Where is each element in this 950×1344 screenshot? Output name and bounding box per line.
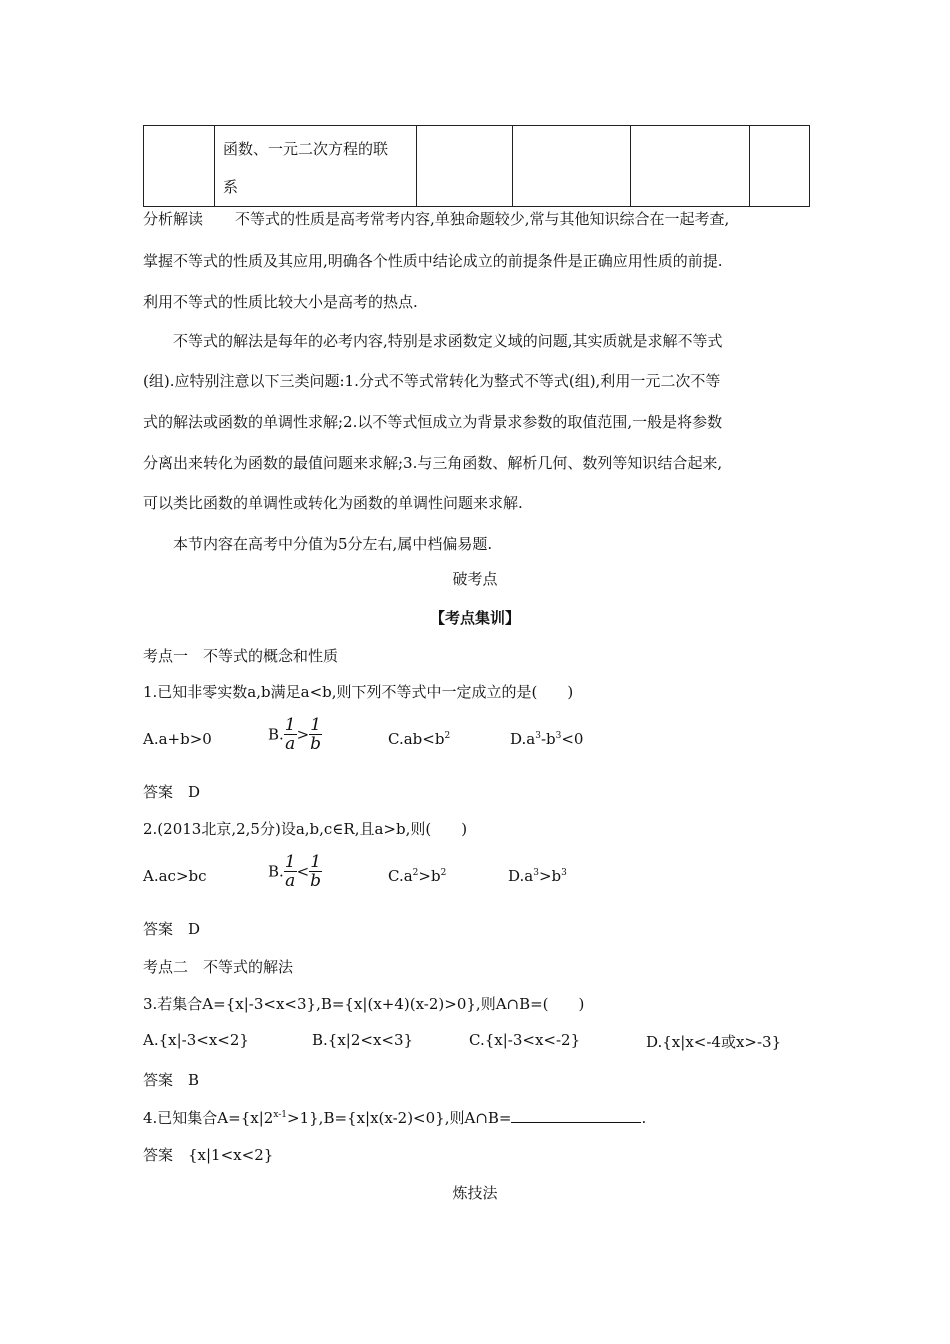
stem-text: 4.已知集合A={x|2 bbox=[143, 1109, 274, 1127]
analysis-line-2: 掌握不等式的性质及其应用,明确各个性质中结论成立的前提条件是正确应用性质的前提. bbox=[143, 252, 723, 270]
q1-option-a: A.a+b>0 bbox=[143, 730, 212, 748]
q3-option-d: D.{x|x<-4或x>-3} bbox=[646, 1033, 782, 1051]
knowledge-point-2: 考点二 不等式的解法 bbox=[143, 958, 294, 976]
table-cell bbox=[513, 126, 631, 207]
q2-option-c bbox=[388, 867, 446, 885]
q2-option-d bbox=[508, 867, 567, 885]
analysis-text: 不等式的性质是高考常考内容,单独命题较少,常与其他知识综合在一起考查, bbox=[235, 210, 730, 228]
numerator: 1 bbox=[310, 715, 322, 735]
option-text: <0 bbox=[561, 730, 584, 748]
stem-text: . bbox=[641, 1109, 647, 1127]
table-cell bbox=[144, 126, 215, 207]
denominator: a bbox=[285, 734, 296, 754]
q1-option-b bbox=[268, 716, 322, 753]
table-cell bbox=[750, 126, 810, 207]
knowledge-point-1: 考点一 不等式的概念和性质 bbox=[143, 647, 339, 665]
table-row bbox=[144, 126, 810, 207]
cell-text-line: 系 bbox=[223, 178, 239, 196]
q1-option-d bbox=[510, 730, 583, 748]
exponent: 2 bbox=[412, 868, 419, 878]
numerator: 1 bbox=[284, 852, 296, 872]
paragraph2-line-4: 分离出来转化为函数的最值问题来求解;3.与三角函数、解析几何、数列等知识结合起来, bbox=[143, 454, 723, 472]
option-label: B. bbox=[268, 725, 284, 744]
q3-option-a: A.{x|-3<x<2} bbox=[143, 1031, 249, 1049]
operator: < bbox=[296, 862, 310, 881]
paragraph2-line-3: 式的解法或函数的单调性求解;2.以不等式恒成立为背景求参数的取值范围,一般是将参数 bbox=[143, 413, 723, 431]
option-text: C.ab<b bbox=[388, 730, 445, 748]
fraction bbox=[309, 853, 322, 890]
question-2-answer: 答案 D bbox=[143, 920, 201, 938]
q2-option-a: A.ac>bc bbox=[143, 867, 207, 885]
paragraph3: 本节内容在高考中分值为5分左右,属中档偏易题. bbox=[173, 535, 493, 553]
q3-option-b: B.{x|2<x<3} bbox=[312, 1031, 414, 1049]
question-1-answer: 答案 D bbox=[143, 783, 201, 801]
fraction bbox=[309, 716, 322, 753]
exponent: 3 bbox=[535, 731, 541, 741]
question-2-stem: 2.(2013北京,2,5分)设a,b,c∈R,且a>b,则( ) bbox=[143, 820, 468, 838]
analysis-line-1 bbox=[143, 208, 729, 229]
q2-option-b bbox=[268, 853, 322, 890]
denominator: a bbox=[285, 871, 296, 891]
q3-option-c: C.{x|-3<x<-2} bbox=[469, 1031, 581, 1049]
operator: > bbox=[296, 725, 310, 744]
denominator: b bbox=[310, 734, 322, 754]
option-text: >b bbox=[418, 867, 441, 885]
fraction bbox=[284, 853, 297, 890]
exponent: 3 bbox=[533, 868, 539, 878]
table-cell-content bbox=[215, 126, 417, 207]
option-text: D.a bbox=[510, 730, 536, 748]
option-text: C.a bbox=[388, 867, 413, 885]
paragraph2-line-5: 可以类比函数的单调性或转化为函数的单调性问题来求解. bbox=[143, 494, 523, 512]
answer-blank bbox=[511, 1108, 641, 1123]
criteria-table-fragment bbox=[143, 125, 810, 207]
paragraph2-line-2: (组).应特别注意以下三类问题:1.分式不等式常转化为整式不等式(组),利用一元二次不等 bbox=[143, 372, 721, 390]
q1-option-c bbox=[388, 730, 450, 748]
option-text: >b bbox=[538, 867, 562, 885]
analysis-line-3: 利用不等式的性质比较大小是高考的热点. bbox=[143, 293, 418, 311]
section-title-lian-ji-fa: 炼技法 bbox=[452, 1184, 498, 1202]
question-3-stem: 3.若集合A={x|-3<x<3},B={x|(x+4)(x-2)>0},则A∩B=( ) bbox=[143, 995, 585, 1013]
analysis-label: 分析解读 bbox=[143, 210, 204, 228]
numerator: 1 bbox=[284, 715, 296, 735]
fraction bbox=[284, 716, 297, 753]
denominator: b bbox=[310, 871, 322, 891]
stem-text: >1},B={x|x(x-2)<0},则A∩B= bbox=[287, 1109, 512, 1127]
section-title-po-kao-dian: 破考点 bbox=[452, 570, 498, 588]
question-3-answer: 答案 B bbox=[143, 1071, 200, 1089]
question-1-stem: 1.已知非零实数a,b满足a<b,则下列不等式中一定成立的是( ) bbox=[143, 683, 574, 701]
paragraph2-line-1: 不等式的解法是每年的必考内容,特别是求函数定义域的问题,其实质就是求解不等式 bbox=[173, 332, 723, 350]
option-text: -b bbox=[540, 730, 556, 748]
exponent: 3 bbox=[555, 731, 562, 741]
table-cell bbox=[417, 126, 513, 207]
question-4-stem bbox=[143, 1107, 646, 1128]
cell-text-line: 函数、一元二次方程的联 bbox=[223, 140, 389, 158]
section-subtitle: 【考点集训】 bbox=[429, 609, 520, 627]
question-4-answer: 答案 {x|1<x<2} bbox=[143, 1146, 274, 1164]
exponent: 2 bbox=[444, 731, 451, 741]
exponent: 3 bbox=[561, 868, 567, 878]
table-cell bbox=[631, 126, 750, 207]
exponent: x-1 bbox=[273, 1110, 288, 1120]
exponent: 2 bbox=[440, 868, 447, 878]
numerator: 1 bbox=[310, 852, 322, 872]
option-label: B. bbox=[268, 862, 284, 881]
option-text: D.a bbox=[508, 867, 534, 885]
